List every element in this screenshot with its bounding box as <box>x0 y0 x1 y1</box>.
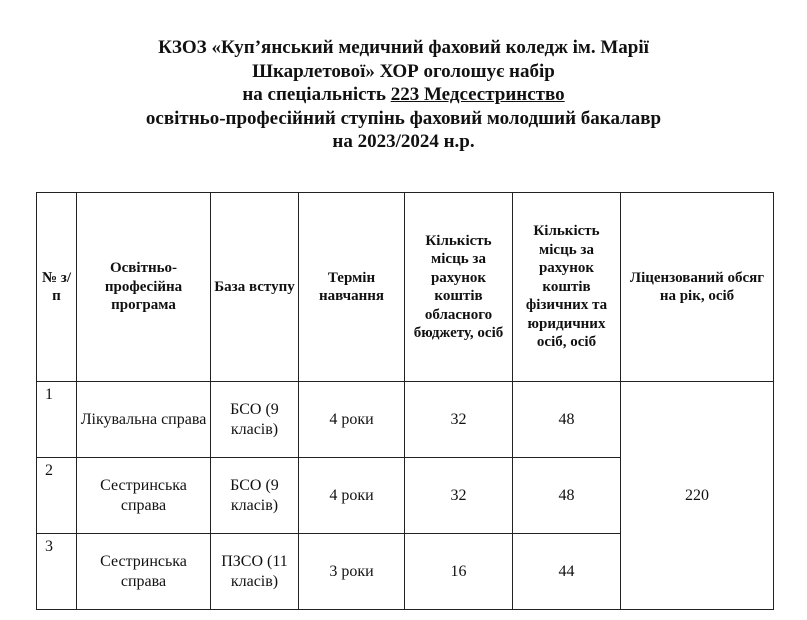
heading-line-5: на 2023/2024 н.р. <box>332 131 475 152</box>
heading-line-3 <box>0 83 807 107</box>
header-base: База вступу <box>211 193 299 382</box>
row-number: 1 <box>37 382 77 458</box>
row-program: Сестринська справа <box>77 534 211 610</box>
licensed-volume-value: 220 <box>621 382 774 610</box>
row-contract-places: 48 <box>513 382 621 458</box>
row-term: 4 роки <box>299 382 405 458</box>
row-program: Сестринська справа <box>77 458 211 534</box>
heading-line-4: освітньо-професійний ступінь фаховий молодший бакалавр <box>145 107 662 129</box>
row-base: ПЗСО (11 класів) <box>211 534 299 610</box>
heading-specialty-prefix: на спеціальність <box>242 84 391 105</box>
row-contract-places: 48 <box>513 458 621 534</box>
heading-specialty: 223 Медсестринство <box>390 84 565 105</box>
row-contract-places: 44 <box>513 534 621 610</box>
row-budget-places: 32 <box>405 382 513 458</box>
header-number: № з/п <box>37 193 77 382</box>
header-program: Освітньо-професійна програма <box>77 193 211 382</box>
row-base: БСО (9 класів) <box>211 458 299 534</box>
heading-line-1: КЗОЗ «Куп’янський медичний фаховий коледж ім. Марії <box>158 37 649 58</box>
row-number: 2 <box>37 458 77 534</box>
admissions-table <box>36 192 774 610</box>
row-number: 3 <box>37 534 77 610</box>
header-term: Термін навчання <box>299 193 405 382</box>
row-base: БСО (9 класів) <box>211 382 299 458</box>
row-program: Лікувальна справа <box>77 382 211 458</box>
row-term: 4 роки <box>299 458 405 534</box>
header-contract-places: Кількість місць за рахунок коштів фізичних та юридичних осіб, осіб <box>513 193 621 382</box>
table-header-row <box>37 193 774 382</box>
table-row <box>37 382 774 458</box>
heading-line-2: Шкарлетової» ХОР оголошує набір <box>252 60 555 82</box>
header-budget-places: Кількість місць за рахунок коштів обласного бюджету, осіб <box>405 193 513 382</box>
row-term: 3 роки <box>299 534 405 610</box>
announcement-heading <box>0 36 807 154</box>
row-budget-places: 16 <box>405 534 513 610</box>
row-budget-places: 32 <box>405 458 513 534</box>
header-licensed-volume: Ліцензований обсяг на рік, осіб <box>621 193 774 382</box>
